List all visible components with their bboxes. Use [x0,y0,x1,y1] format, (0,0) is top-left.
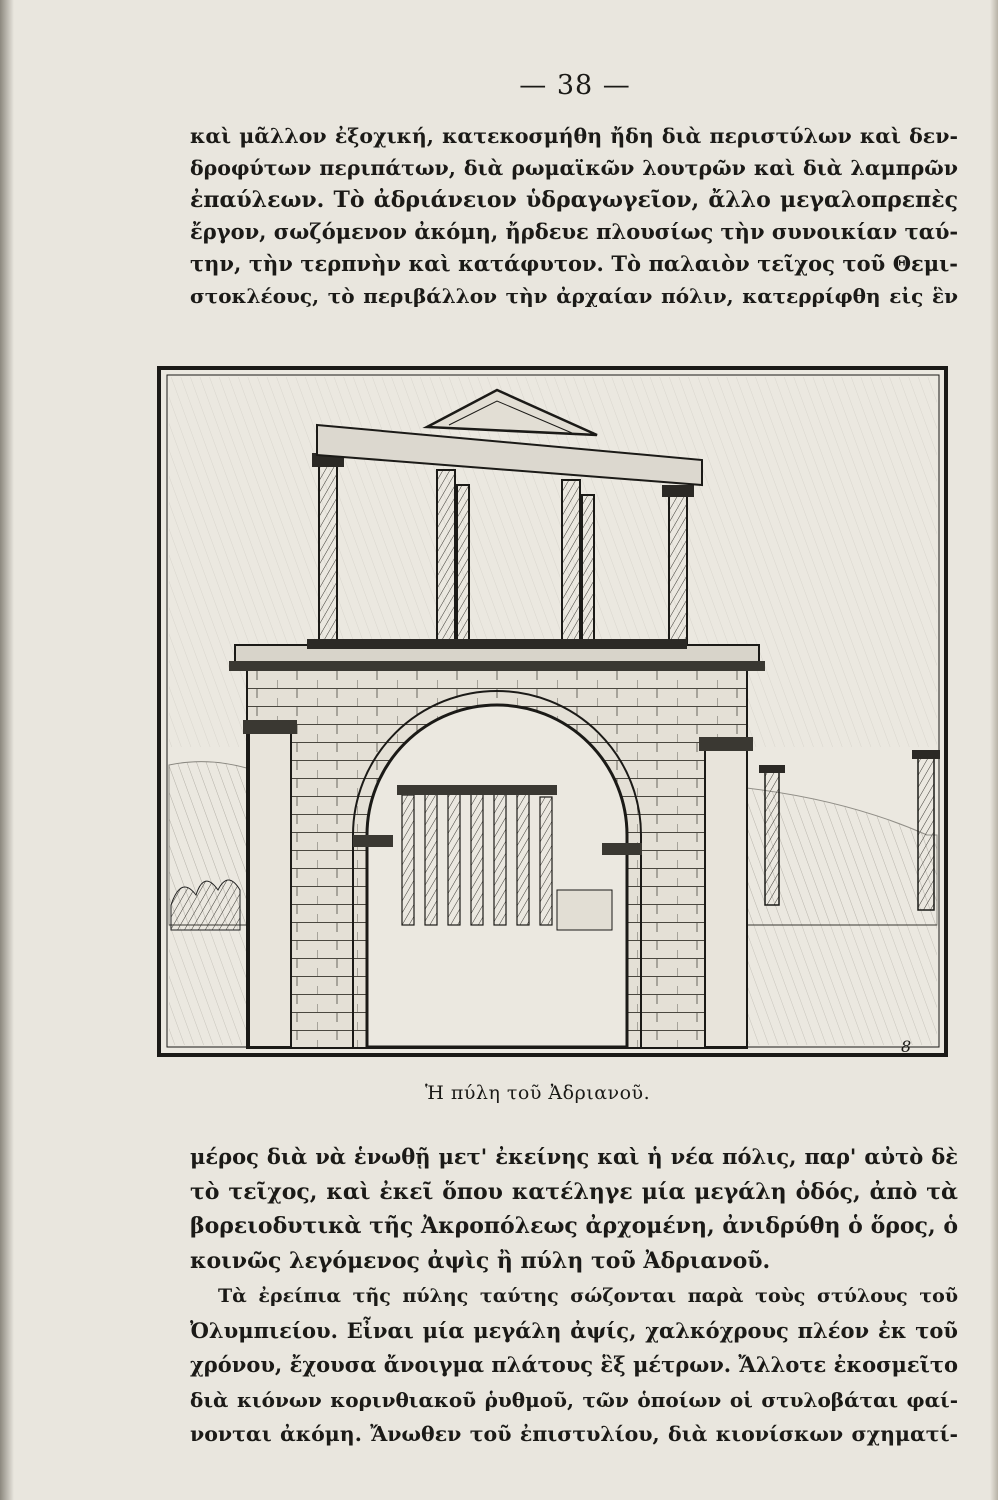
text-line: διὰ κιόνων κορινθιακοῦ ῥυθμοῦ, τῶν ὁποίων οἱ στυλοβάται φαί- [190,1387,958,1412]
text-line: χρόνου, ἔχουσα ἄνοιγμα πλάτους ἓξ μέτρων. Ἄλλοτε ἐκοσμεῖτο [190,1352,958,1377]
text-line: κοινῶς λεγόμενος ἀψὶς ἢ πύλη τοῦ Ἀδριανοῦ. [190,1247,771,1274]
text-line: καὶ μᾶλλον ἐξοχική, κατεκοσμήθη ἤδη διὰ περιστύλων καὶ δεν- [190,124,958,148]
engraver-mark: 8 [901,1037,912,1056]
paragraph-top [190,120,958,312]
text-line: στοκλέους, τὸ περιβάλλον τὴν ἀρχαίαν πόλιν, κατερρίφθη εἰς ἓν [190,284,958,308]
text-line: βορειοδυτικὰ τῆς Ἀκροπόλεως ἀρχομένη, ἀνιδρύθη ὁ ὅρος, ὁ [190,1213,958,1239]
text-line: Ὀλυμπιείου. Εἶναι μία μεγάλη ἀψίς, χαλκόχρους πλέον ἐκ τοῦ [190,1317,958,1343]
text-line: μέρος διὰ νὰ ἑνωθῇ μετ' ἐκείνης καὶ ἡ νέα πόλις, παρ' αὐτὸ δὲ [190,1144,958,1169]
text-line: ἔργον, σωζόμενον ἀκόμη, ἤρδευε πλουσίως τὴν συνοικίαν ταύ- [190,219,959,244]
text-line: την, τὴν τερπνὴν καὶ κατάφυτον. Τὸ παλαιὸν τεῖχος τοῦ Θεμι- [190,251,958,276]
text-line: ἐπαύλεων. Τὸ ἀδριάνειον ὑδραγωγεῖον, ἄλλο μεγαλοπρεπὲς [190,187,958,213]
text-line: νονται ἀκόμη. Ἄνωθεν τοῦ ἐπιστυλίου, διὰ κιονίσκων σχηματί- [190,1422,958,1446]
text-line: Τὰ ἐρείπια τῆς πύλης ταύτης σώζονται παρὰ τοὺς στύλους τοῦ [218,1285,958,1307]
paragraph-bottom [190,1279,958,1452]
engraving-hadrians-arch [157,365,950,1060]
paragraph-middle [190,1140,958,1278]
page-binding-shadow [0,0,14,1500]
text-line: δροφύτων περιπάτων, διὰ ρωμαϊκῶν λουτρῶν καὶ διὰ λαμπρῶν [190,156,958,180]
text-line: τὸ τεῖχος, καὶ ἐκεῖ ὅπου κατέληγε μία μεγάλη ὁδός, ἀπὸ τὰ [190,1178,958,1205]
figure-caption: Ἡ πύλη τοῦ Ἀδριανοῦ. [425,1082,651,1104]
page-edge [990,0,998,1500]
page-number: — 38 — [519,70,631,101]
